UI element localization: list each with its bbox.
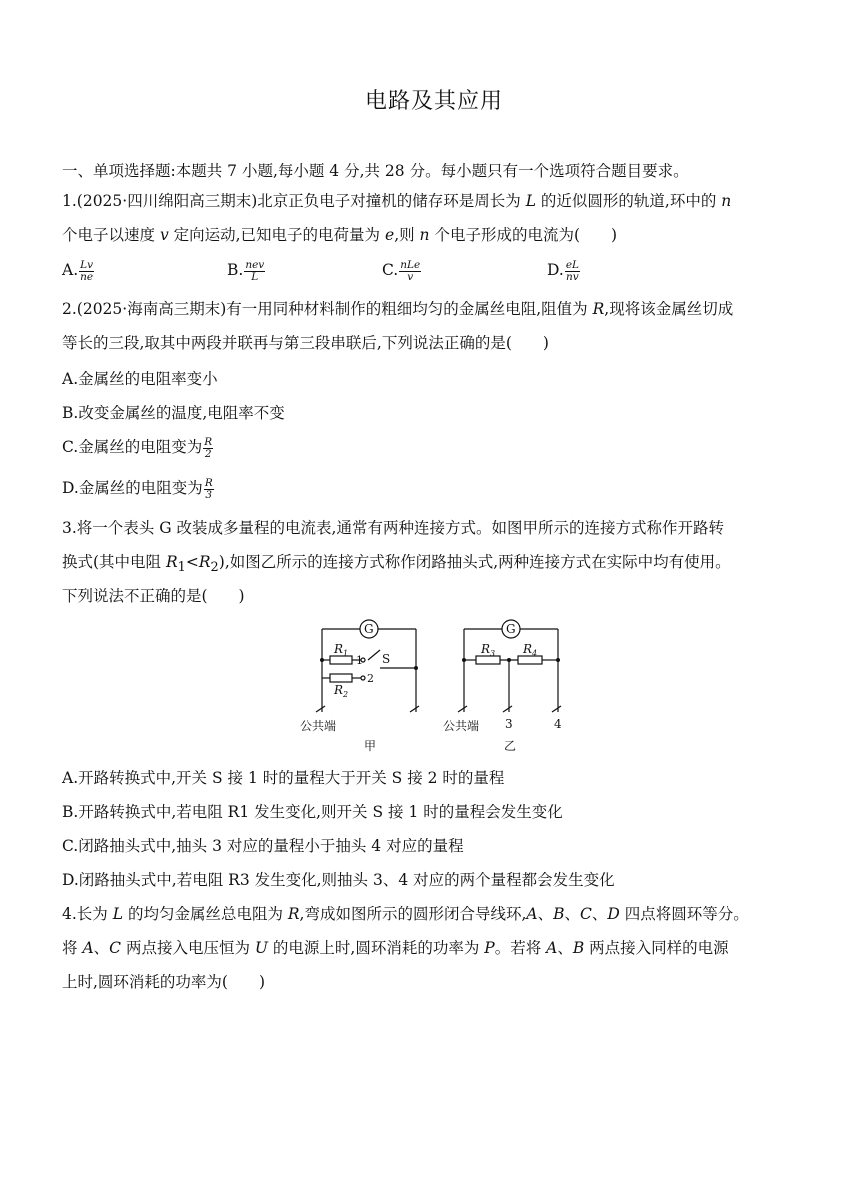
q2-line-2 — [62, 332, 822, 354]
terminal-mark — [458, 706, 467, 712]
q3-line-3 — [62, 585, 822, 607]
text: 、 — [564, 905, 581, 923]
var: D — [607, 905, 620, 923]
text: 两点接入同样的电源 — [584, 939, 729, 957]
junction — [507, 658, 511, 662]
var: C — [109, 939, 122, 957]
fraction — [204, 478, 214, 501]
q1-option-b[interactable] — [227, 259, 266, 283]
q1-line-1 — [62, 190, 822, 212]
option-label: D. — [547, 261, 564, 279]
text: < — [185, 553, 199, 571]
fraction — [244, 260, 265, 283]
text: 个电子以速度 — [62, 226, 160, 244]
text: 两点接入电压恒为 — [121, 939, 255, 957]
resistor-r3 — [476, 656, 500, 664]
text: 上时,圆环消耗的功率为( ) — [62, 973, 266, 991]
q2-option-d[interactable] — [62, 477, 215, 501]
var: R — [165, 553, 178, 571]
section-header: 一、单项选择题:本题共 7 小题,每小题 4 分,共 28 分。每小题只有一个选项符合题目要求。 — [62, 162, 689, 180]
subscript: 3 — [490, 649, 496, 658]
numerator: nev — [245, 258, 265, 271]
text: 的近似圆形的轨道,环中的 — [535, 192, 722, 210]
fraction — [565, 260, 580, 283]
q4-line-1 — [62, 903, 822, 925]
denominator: v — [407, 270, 414, 283]
contact-2 — [361, 676, 365, 680]
caption-jia: 甲 — [364, 739, 377, 753]
switch-s — [368, 650, 380, 660]
label-r4 — [522, 642, 537, 658]
text: 换式(其中电阻 — [62, 553, 166, 571]
var: A — [82, 939, 94, 957]
q1-option-d[interactable] — [547, 259, 581, 283]
denominator: L — [251, 270, 259, 283]
var: A — [526, 905, 538, 923]
terminal-mark — [503, 706, 512, 712]
option-text: D.金属丝的电阻变为 — [62, 479, 203, 497]
junction — [414, 666, 418, 670]
option-text: C.金属丝的电阻变为 — [62, 438, 203, 456]
text: 等长的三段,取其中两段并联再与第三段串联后,下列说法正确的是( ) — [62, 334, 549, 352]
label-common-left: 公共端 — [300, 719, 337, 733]
label-r2 — [333, 683, 348, 699]
numerator: nLe — [400, 258, 421, 271]
numerator: R — [204, 435, 213, 448]
terminal-mark — [316, 706, 325, 712]
var: B — [572, 939, 585, 957]
q2-option-b[interactable]: B.改变金属丝的温度,电阻率不变 — [62, 404, 285, 422]
label-terminal-3: 3 — [505, 717, 513, 731]
text: 、 — [591, 905, 608, 923]
var: R — [287, 905, 300, 923]
q3-option-c[interactable]: C.闭路抽头式中,抽头 3 对应的量程小于抽头 4 对应的量程 — [62, 837, 464, 855]
var: n — [721, 192, 732, 210]
terminal-mark — [552, 706, 561, 712]
var: R — [592, 300, 605, 318]
q3-option-a[interactable]: A.开路转换式中,开关 S 接 1 时的量程大于开关 S 接 2 时的量程 — [62, 769, 505, 787]
symbol: R — [481, 642, 491, 656]
label-contact-1: 1 — [356, 654, 363, 667]
text: 下列说法不正确的是( ) — [62, 587, 245, 605]
text: 。若将 — [494, 939, 547, 957]
junction — [556, 658, 560, 662]
var: R — [198, 553, 211, 571]
junction — [320, 658, 324, 662]
var: A — [546, 939, 558, 957]
q1-option-a[interactable] — [62, 259, 95, 283]
label-contact-2: 2 — [367, 672, 374, 685]
q1-option-c[interactable] — [382, 259, 422, 283]
label-g: G — [364, 622, 374, 636]
var: C — [580, 905, 592, 923]
numerator: Lv — [80, 258, 94, 271]
fraction — [79, 260, 94, 283]
q4-line-3 — [62, 971, 822, 993]
symbol: R — [334, 642, 344, 656]
label-g: G — [506, 622, 516, 636]
denominator: nv — [566, 270, 579, 283]
label-r1 — [333, 642, 348, 658]
text: 将 — [62, 939, 83, 957]
circuit-diagram — [296, 612, 586, 760]
text: ),如图乙所示的连接方式称作闭路抽头式,两种连接方式在实际中均有使用。 — [218, 553, 731, 571]
q2-option-c[interactable] — [62, 436, 214, 460]
subscript: 1 — [343, 649, 349, 658]
text: 的电源上时,圆环消耗的功率为 — [267, 939, 485, 957]
text: 的均匀金属丝总电阻为 — [123, 905, 288, 923]
text: 四点将圆环等分。 — [619, 905, 749, 923]
denominator: 2 — [204, 447, 212, 460]
resistor-r2 — [330, 674, 352, 682]
resistor-r1 — [330, 656, 352, 664]
var: L — [525, 192, 536, 210]
text: 定向运动,已知电子的电荷量为 — [168, 226, 385, 244]
caption-yi: 乙 — [504, 739, 517, 753]
subscript: 4 — [532, 649, 538, 658]
text: ,则 — [394, 226, 420, 244]
circuit-figure — [296, 612, 586, 760]
text: ,现将该金属丝切成 — [604, 300, 734, 318]
option-label: A. — [62, 261, 79, 279]
q3-line-2 — [62, 551, 822, 579]
denominator: 3 — [205, 488, 213, 501]
label-r3 — [480, 642, 495, 658]
option-label: C. — [382, 261, 399, 279]
subscript: 1 — [177, 560, 186, 576]
symbol: R — [523, 642, 533, 656]
fraction — [399, 260, 421, 283]
junction — [462, 658, 466, 662]
q2-line-1 — [62, 298, 822, 320]
text: ,弯成如图所示的圆形闭合导线环, — [299, 905, 527, 923]
subscript: 2 — [343, 690, 349, 699]
q3-option-b[interactable]: B.开路转换式中,若电阻 R1 发生变化,则开关 S 接 1 时的量程会发生变化 — [62, 803, 563, 821]
text: 、 — [93, 939, 110, 957]
q2-option-a[interactable]: A.金属丝的电阻率变小 — [62, 370, 218, 388]
label-common-right: 公共端 — [443, 719, 480, 733]
text: 4.长为 — [62, 905, 113, 923]
text: 、 — [537, 905, 554, 923]
label-s: S — [382, 652, 391, 666]
subscript: 2 — [210, 560, 219, 576]
text: 3.将一个表头 G 改装成多量程的电流表,通常有两种连接方式。如图甲所示的连接方式称作开路转 — [62, 519, 724, 537]
page-title: 电路及其应用 — [364, 89, 503, 114]
var: U — [254, 939, 268, 957]
numerator: R — [204, 476, 213, 489]
var: P — [484, 939, 495, 957]
terminal-mark — [410, 706, 419, 712]
q1-line-2 — [62, 224, 822, 246]
var: n — [419, 226, 430, 244]
text: 2.(2025·海南高三期末)有一用同种材料制作的粗细均匀的金属丝电阻,阻值为 — [62, 300, 593, 318]
fraction — [203, 437, 213, 460]
q4-line-2 — [62, 937, 822, 959]
var: v — [159, 226, 169, 244]
denominator: ne — [80, 270, 94, 283]
text: 1.(2025·四川绵阳高三期末)北京正负电子对撞机的储存环是周长为 — [62, 192, 526, 210]
q3-option-d[interactable]: D.闭路抽头式中,若电阻 R3 发生变化,则抽头 3、4 对应的两个量程都会发生变化 — [62, 871, 615, 889]
text: 、 — [557, 939, 573, 957]
var: B — [553, 905, 565, 923]
var: e — [385, 226, 395, 244]
option-label: B. — [227, 261, 244, 279]
numerator: eL — [565, 258, 579, 271]
symbol: R — [334, 683, 344, 697]
label-terminal-4: 4 — [554, 717, 562, 731]
text: 个电子形成的电流为( ) — [429, 226, 618, 244]
var: L — [112, 905, 124, 923]
q3-line-1 — [62, 517, 822, 539]
resistor-r4 — [518, 656, 542, 664]
